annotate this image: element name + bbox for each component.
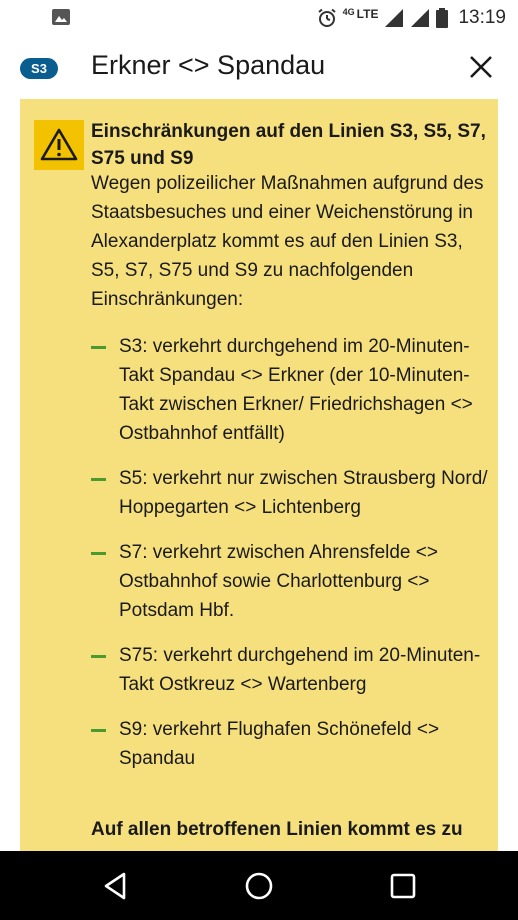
home-circle-icon[interactable] xyxy=(241,868,277,904)
warning-icon xyxy=(34,120,84,170)
dash-bullet xyxy=(91,478,106,481)
alarm-icon xyxy=(317,8,337,28)
list-item-text: S5: verkehrt nur zwischen Strausberg Nord/ Hoppegarten <> Lichtenberg xyxy=(119,468,488,518)
list-item-text: S9: verkehrt Flughafen Schönefeld <> Spandau xyxy=(119,719,440,769)
list-item xyxy=(91,332,491,448)
warning-badge xyxy=(34,120,84,170)
notice-footer: Auf allen betroffenen Linien kommt es zu xyxy=(91,819,463,840)
status-bar xyxy=(0,0,518,36)
list-item-text: S7: verkehrt zwischen Ahrensfelde <> Ostbahnhof sowie Charlottenburg <> Potsdam Hbf. xyxy=(119,542,438,621)
status-icons xyxy=(317,0,506,36)
close-icon[interactable] xyxy=(466,52,496,82)
signal-icon xyxy=(384,8,404,28)
list-item xyxy=(91,641,491,699)
signal-icon xyxy=(410,8,430,28)
back-triangle-icon[interactable] xyxy=(98,868,134,904)
network-type: LTE xyxy=(356,7,379,21)
list-item xyxy=(91,464,491,522)
list-item xyxy=(91,538,491,625)
dash-bullet xyxy=(91,346,106,349)
page-title: Erkner <> Spandau xyxy=(91,50,326,80)
list-item-text: S3: verkehrt durchgehend im 20-Minuten-Takt Spandau <> Erkner (der 10-Minuten-Takt zwischen Erkner/ Friedrichshagen <> Ostbahnhof entfällt) xyxy=(119,336,473,444)
dash-bullet xyxy=(91,552,106,555)
list-item xyxy=(91,715,491,773)
dash-bullet xyxy=(91,729,106,732)
notice-title: Einschränkungen auf den Linien S3, S5, S7, S75 und S9 xyxy=(91,121,486,169)
recents-square-icon[interactable] xyxy=(385,868,421,904)
battery-icon xyxy=(436,8,448,28)
image-icon xyxy=(52,9,70,25)
restriction-list xyxy=(91,332,491,789)
list-item-text: S75: verkehrt durchgehend im 20-Minuten-Takt Ostkreuz <> Wartenberg xyxy=(119,645,481,695)
system-nav-bar xyxy=(0,851,518,920)
app-header xyxy=(0,36,518,100)
status-time: 13:19 xyxy=(458,7,506,28)
network-badge: 4G xyxy=(342,7,355,17)
line-badge: S3 xyxy=(20,58,58,79)
disruption-notice-card xyxy=(20,99,498,859)
dash-bullet xyxy=(91,655,106,658)
notice-body: Wegen polizeilicher Maßnahmen aufgrund des Staatsbesuches und einer Weichenstörung in Alexanderplatz kommt es auf den Linien S3, S5, S7, S75 und S9 zu nachfolgenden Einschränkungen: xyxy=(91,173,484,310)
